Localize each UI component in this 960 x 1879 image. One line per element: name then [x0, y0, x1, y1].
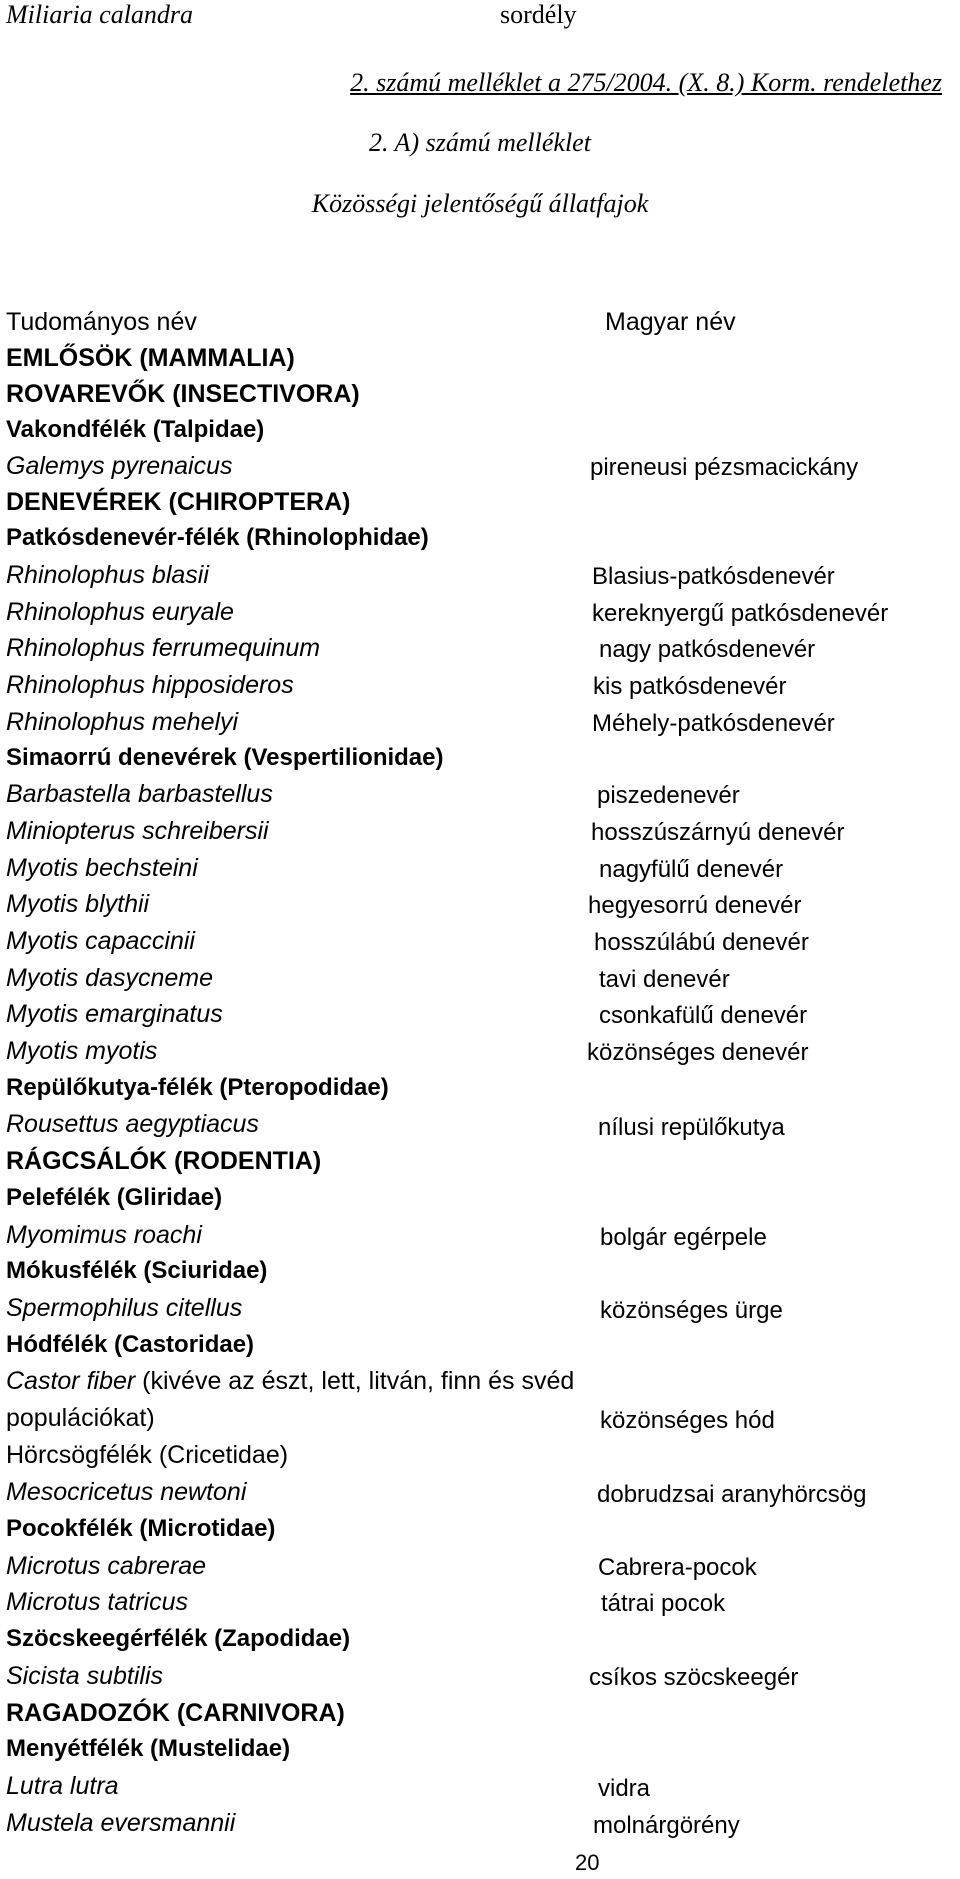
species-name: Galemys pyrenaicus: [6, 452, 233, 480]
species-name: Miniopterus schreibersii: [6, 817, 269, 845]
species-name: Rhinolophus mehelyi: [6, 708, 239, 736]
hungarian-name: hegyesorrú denevér: [588, 892, 802, 919]
hungarian-name: kereknyergű patkósdenevér: [592, 600, 889, 627]
hungarian-name: Méhely-patkósdenevér: [592, 710, 835, 737]
hungarian-name: nagyfülű denevér: [599, 856, 784, 883]
family-heading: Hódfélék (Castoridae): [6, 1331, 255, 1358]
species-name: Rhinolophus euryale: [6, 598, 234, 626]
family-heading: Patkósdenevér-félék (Rhinolophidae): [6, 524, 429, 551]
group-heading: RÁGCSÁLÓK (RODENTIA): [6, 1147, 322, 1175]
family-heading: Szöcskeegérfélék (Zapodidae): [6, 1625, 351, 1652]
group-heading: RAGADOZÓK (CARNIVORA): [6, 1699, 345, 1727]
hungarian-name: közönséges denevér: [587, 1039, 809, 1066]
family-heading: Vakondfélék (Talpidae): [6, 416, 265, 443]
species-name: Microtus cabrerae: [6, 1552, 207, 1580]
species-name: Myotis emarginatus: [6, 1000, 223, 1028]
species-name: Microtus tatricus: [6, 1588, 188, 1616]
hungarian-name: dobrudzsai aranyhörcsög: [597, 1481, 867, 1508]
hungarian-name: nagy patkósdenevér: [599, 636, 816, 663]
annex-reference: 2. számú melléklet a 275/2004. (X. 8.) Korm. rendelethez: [350, 68, 942, 97]
page-number: 20: [575, 1850, 600, 1875]
species-name: Myotis blythii: [6, 890, 150, 918]
hungarian-name: Blasius-patkósdenevér: [592, 563, 835, 590]
hungarian-name: tátrai pocok: [601, 1590, 726, 1617]
hungarian-name: tavi denevér: [599, 966, 730, 993]
species-name: Mesocricetus newtoni: [6, 1478, 247, 1506]
annex-subtitle: Közösségi jelentőségű állatfajok: [311, 189, 649, 218]
column-header-scientific: Tudományos név: [6, 308, 197, 336]
group-heading: EMLŐSÖK (MAMMALIA): [6, 344, 295, 372]
species-name: Myomimus roachi: [6, 1221, 202, 1249]
group-heading: DENEVÉREK (CHIROPTERA): [6, 488, 351, 516]
species-name: Rhinolophus ferrumequinum: [6, 634, 321, 662]
species-name: Rhinolophus blasii: [6, 561, 209, 589]
species-name: Myotis dasycneme: [6, 964, 214, 992]
species-name: Sicista subtilis: [6, 1662, 163, 1690]
family-heading: Pelefélék (Gliridae): [6, 1184, 223, 1211]
group-heading: ROVAREVŐK (INSECTIVORA): [6, 380, 360, 408]
hungarian-name: közönséges hód: [600, 1407, 775, 1434]
family-heading: Repülőkutya-félék (Pteropodidae): [6, 1074, 389, 1101]
species-name: Spermophilus citellus: [6, 1294, 243, 1322]
hungarian-name: csonkafülű denevér: [599, 1002, 808, 1029]
hungarian-name: piszedenevér: [597, 782, 740, 809]
hungarian-name: hosszúszárnyú denevér: [591, 819, 845, 846]
annex-title: 2. A) számú melléklet: [369, 128, 591, 157]
species-name: Miliaria calandra: [6, 0, 194, 29]
species-name: Castor fiber: [6, 1367, 136, 1395]
hungarian-name: pireneusi pézsmacickány: [590, 454, 859, 481]
species-name: Barbastella barbastellus: [6, 780, 273, 808]
species-name: Rousettus aegyptiacus: [6, 1110, 259, 1138]
hungarian-name: molnárgörény: [593, 1812, 740, 1839]
hungarian-name: bolgár egérpele: [600, 1224, 767, 1251]
hungarian-name: vidra: [598, 1775, 651, 1802]
hungarian-name: Cabrera-pocok: [598, 1554, 757, 1581]
hungarian-name: sordély: [500, 0, 577, 29]
hungarian-name: közönséges ürge: [600, 1297, 783, 1324]
species-name: Lutra lutra: [6, 1772, 119, 1800]
hungarian-name: csíkos szöcskeegér: [589, 1664, 799, 1691]
column-header-hungarian: Magyar név: [605, 308, 736, 336]
family-heading: Mókusfélék (Sciuridae): [6, 1257, 268, 1284]
species-name: Rhinolophus hipposideros: [6, 671, 294, 699]
hungarian-name: hosszúlábú denevér: [594, 929, 809, 956]
family-heading: Simaorrú denevérek (Vespertilionidae): [6, 744, 444, 771]
family-heading: Hörcsögfélék (Cricetidae): [6, 1441, 289, 1469]
species-name: Myotis myotis: [6, 1037, 158, 1065]
family-heading: Pocokfélék (Microtidae): [6, 1515, 276, 1542]
species-name: Mustela eversmannii: [6, 1809, 236, 1837]
hungarian-name: kis patkósdenevér: [593, 673, 787, 700]
family-heading: Menyétfélék (Mustelidae): [6, 1735, 291, 1762]
species-name: Myotis bechsteini: [6, 854, 198, 882]
hungarian-name: nílusi repülőkutya: [598, 1114, 785, 1141]
population-note: (kivéve az észt, lett, litván, finn és svéd populációkat): [6, 1367, 575, 1432]
species-name: Myotis capaccinii: [6, 927, 195, 955]
species-name-with-note: [6, 1363, 586, 1437]
